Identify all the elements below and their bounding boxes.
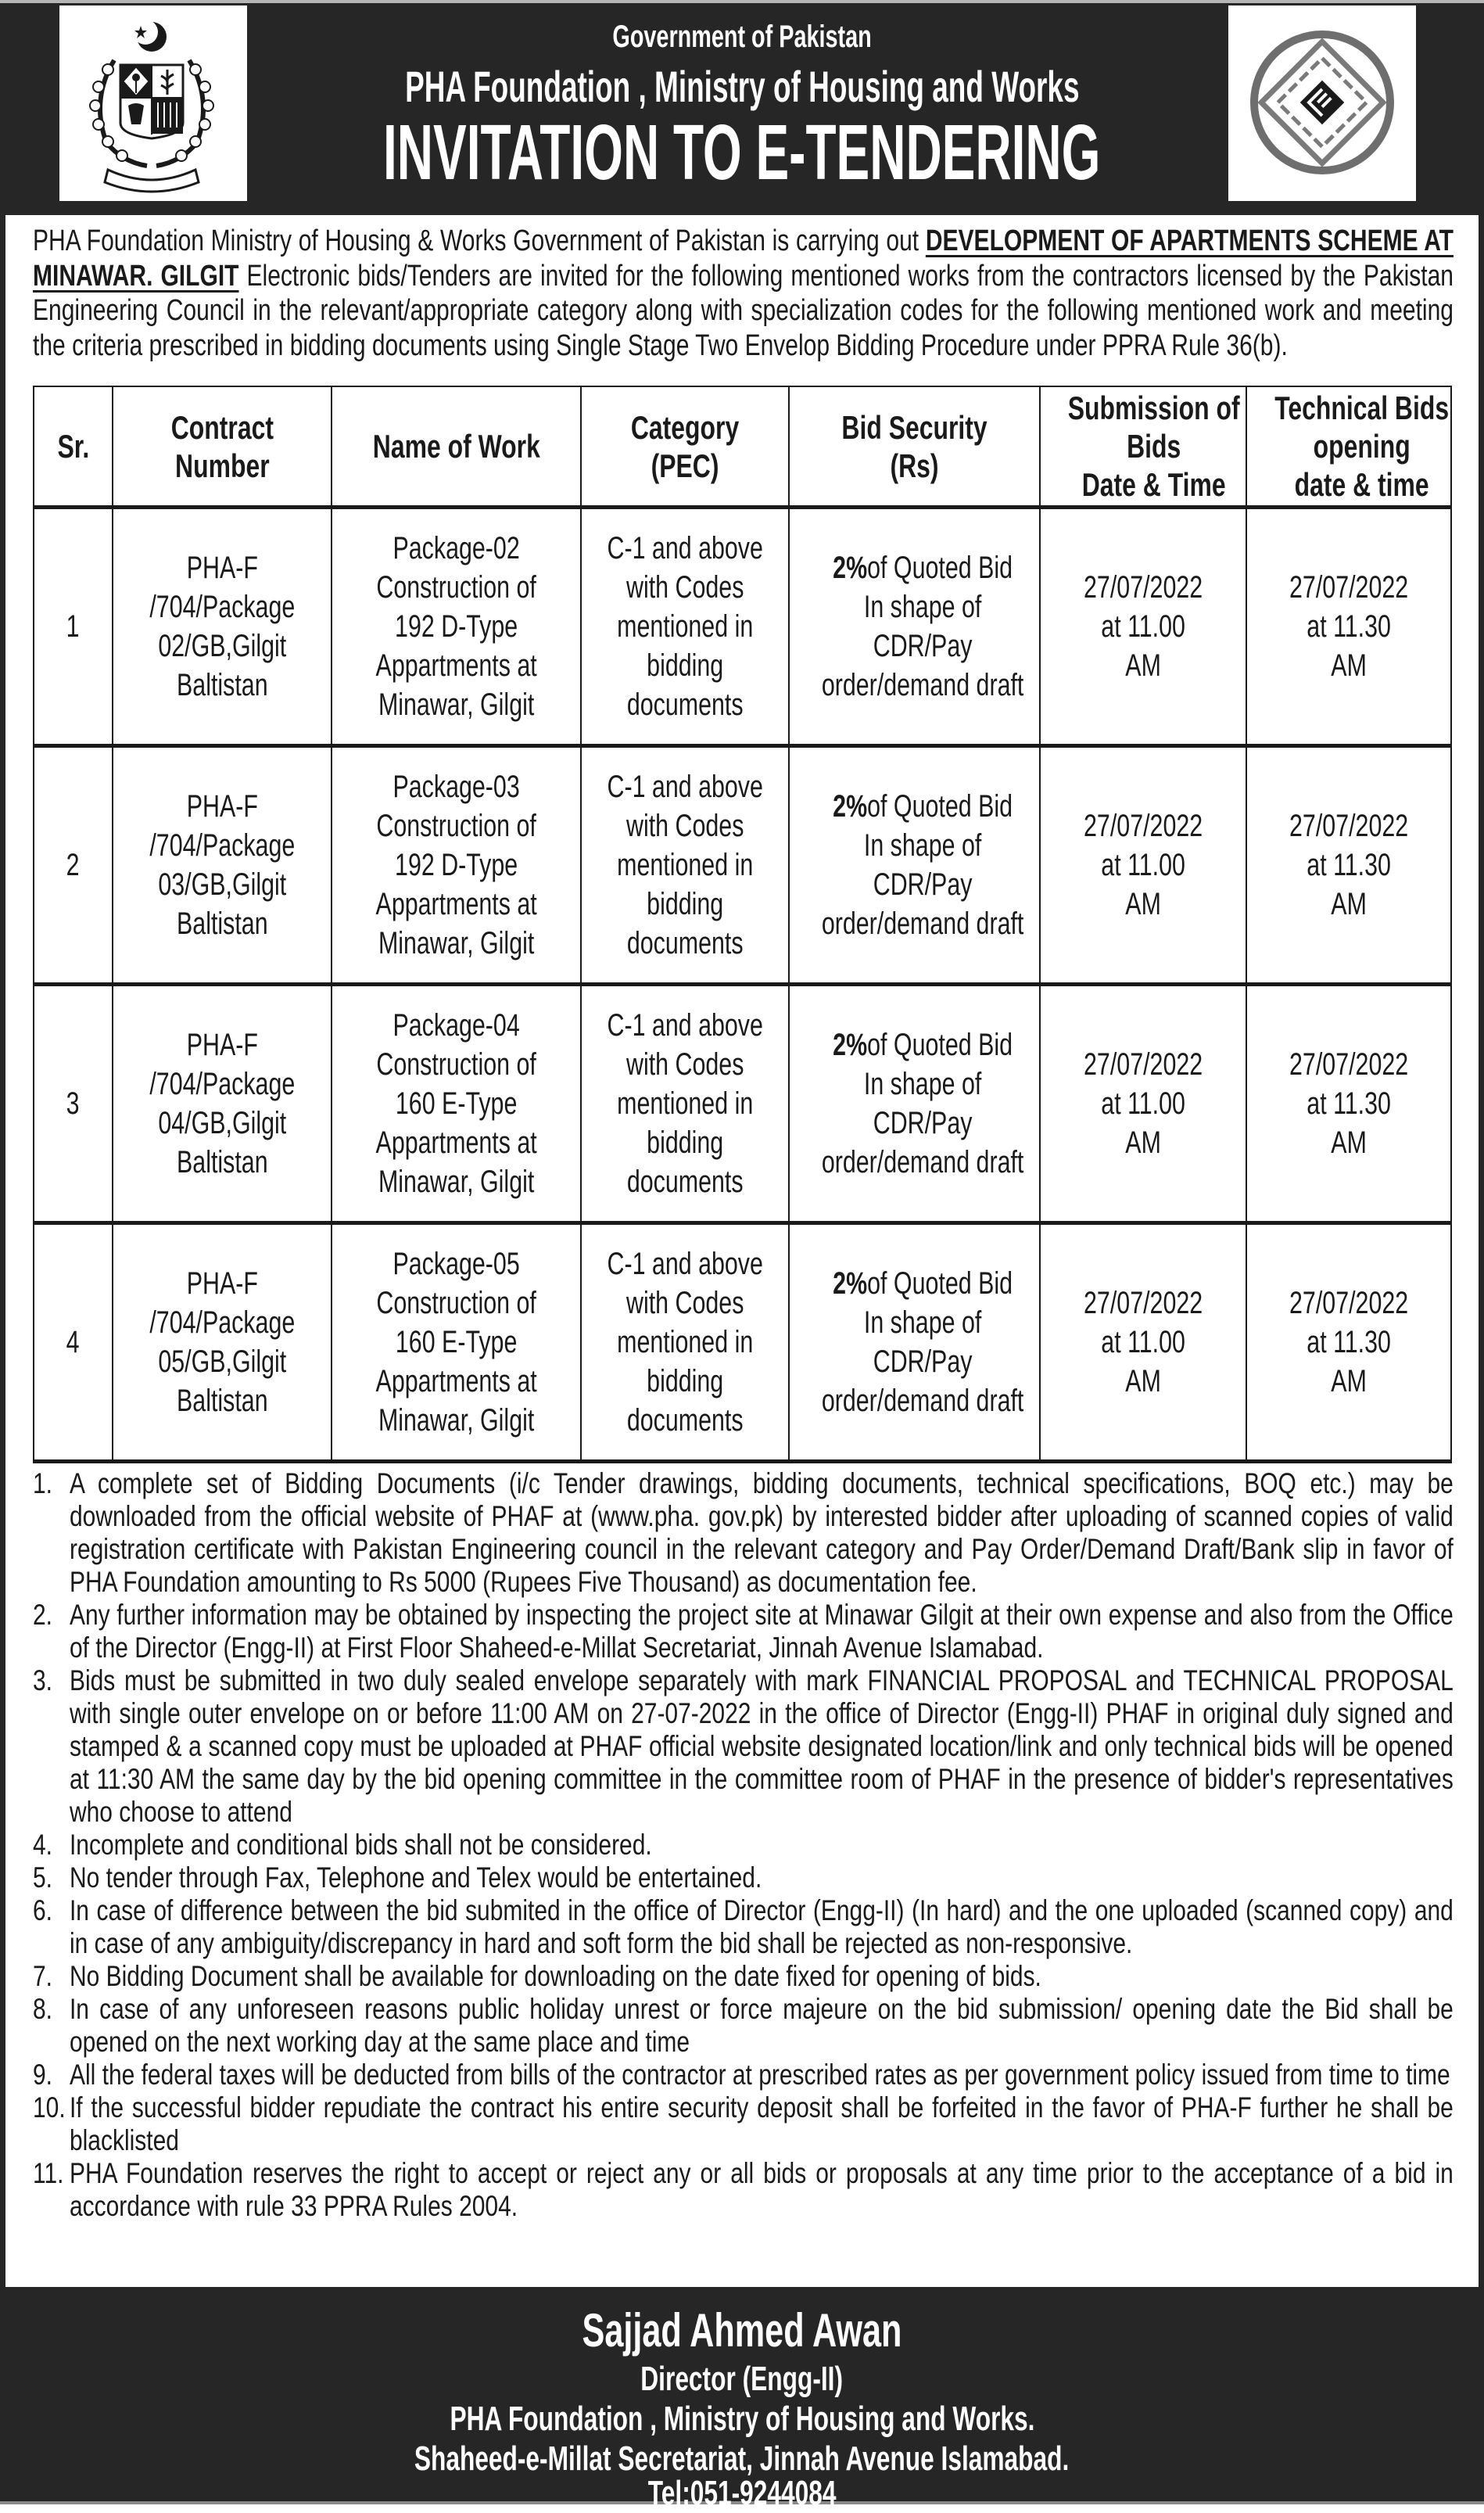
cell-line [822,548,1024,587]
signatory-phone-text: Tel:051-9244084 [647,2474,837,2512]
cell-line: bidding [646,887,724,921]
cell-line: bidding [646,1364,724,1398]
cell-line: 27/07/2022 [1289,809,1409,843]
cell-text [149,1025,295,1182]
cell-submission [1040,746,1246,985]
note-text: Bids must be submitted in two duly sealed envelope separately with mark FINANCIAL PROPOSAL and TECHNICAL PROPOSAL with single outer envelope on or before 11:00 AM on 27-07-2022 in the office of Director (Engg-II) PHAF in original duly signed and stamped & a scanned copy must be uploaded at PHAF official website designated location/link and only technical bids will be opened at 11:30 AM the same day by the bid opening committee in the committee room of PHAF in the presence of bidder's representatives who choose to attend [69,1664,1454,1828]
cell-text [607,1244,762,1440]
cell-work [332,508,581,746]
header-line1-text: Government of Pakistan [612,20,872,54]
column-header-contract-number [113,386,332,508]
cell-line: C-1 and above [607,531,763,565]
cell-text [375,1006,536,1201]
intro-part2: Electronic bids/Tenders are invited for the following mentioned works from the contractors licensed by the Pakistan Engineering Council in the relevant/appropriate category along with specialization codes for the following mentioned work and meeting the criteria prescribed in bidding documents using Single Stage Two Envelop Bidding Procedure under PPRA Rule 36(b). [33,259,1454,362]
cell-text [1289,806,1408,924]
note-number: 6. [33,1894,52,1926]
cell-contract [113,985,332,1223]
cell-text [149,1264,295,1420]
note-text: PHA Foundation reserves the right to accept or reject any or all bids or proposals at any time prior to the acceptance of a bid in accordance with rule 33 PPRA Rules 2004. [69,2157,1454,2222]
header-ministry-line [0,61,1484,112]
table-body [34,508,1451,1462]
intro-text [33,224,1454,363]
cell-line: at 11.30 [1307,1086,1391,1121]
cell-sr [34,985,113,1223]
cell-line: at 11.30 [1307,848,1391,882]
cell-line: Package-05 [393,1247,520,1281]
cell-line: 02/GB,Gilgit [158,629,286,663]
cell-text [1289,1045,1408,1162]
note-item [33,1960,1454,1993]
cell-sr [34,1223,113,1462]
cell-line: 27/07/2022 [1289,570,1409,605]
cell-line: PHA-F [186,789,258,824]
cell-line: Construction of [376,570,536,605]
note-item [33,2059,1454,2091]
cell-line: C-1 and above [607,1008,763,1043]
cell-text [1084,806,1203,924]
cell-line: 192 D-Type [394,848,518,882]
cell-contract [113,1223,332,1462]
cell-security [789,508,1040,746]
note-number: 3. [33,1664,52,1696]
column-header-name-of-work [332,386,581,508]
cell-text [1084,1045,1203,1162]
cell-line: AM [1331,1364,1367,1398]
cell-line: at 11.30 [1307,609,1391,644]
cell-line: 27/07/2022 [1289,1286,1409,1320]
cell-line: Appartments at [375,648,537,683]
cell-opening [1246,746,1451,985]
column-header-line: Bids [1127,428,1181,465]
column-header-line: Name of Work [372,428,540,465]
notes-list [33,1467,1454,2223]
cell-line: AM [1125,887,1161,921]
cell-line: In shape of [863,590,982,624]
signatory-organization-text: PHA Foundation , Ministry of Housing and Works. [449,2400,1034,2438]
cell-security [789,746,1040,985]
cell-line [822,1264,1024,1303]
column-header-line: Sr. [57,428,89,465]
cell-sr [34,746,113,985]
bid-security-text: of Quoted Bid [867,789,1013,824]
cell-line: CDR/Pay [873,629,973,663]
cell-line: Minawar, Gilgit [378,1403,535,1438]
note-item [33,1664,1454,1829]
column-header-submission-date [1040,386,1246,508]
cell-opening [1246,508,1451,746]
cell-text [66,1323,80,1362]
column-header-line: opening [1313,428,1411,465]
note-text: A complete set of Bidding Documents (i/c Tender drawings, bidding documents, technical specifications, BOQ etc.) may be downloaded from the official website of PHAF at (www.pha. gov.pk) by interested bidder after uploading of scanned copies of valid registration certificate with Pakistan Engineering council in the relevant category and Pay Order/Demand Draft/Bank slip in favor of PHA Foundation amounting to Rs 5000 (Rupees Five Thousand) as documentation fee. [69,1467,1454,1598]
cell-line: In shape of [863,828,982,863]
cell-work [332,1223,581,1462]
cell-submission [1040,508,1246,746]
cell-submission [1040,985,1246,1223]
cell-text [1289,568,1408,685]
note-text: In case of any unforeseen reasons public holiday unrest or force majeure on the bid submission/ opening date the Bid shall be opened on the next working day at the same place and time [69,1993,1454,2058]
cell-line: order/demand draft [821,668,1024,702]
column-header-line: date & time [1294,466,1429,503]
header-line2-text: PHA Foundation , Ministry of Housing and Works [404,62,1080,111]
note-number: 1. [33,1467,52,1499]
note-item [33,2091,1454,2157]
column-header-opening-date [1246,386,1451,508]
cell-text [822,1025,1024,1182]
column-header-line: (Rs) [890,447,939,484]
row-number: 4 [66,1325,80,1359]
table-row [34,1223,1451,1462]
cell-text [149,787,295,943]
note-item [33,2157,1454,2223]
note-text: Any further information may be obtained by inspecting the project site at Minawar Gilgit at their own expense and also from the Office of the Director (Engg-II) at First Floor Shaheed-e-Millat Secretariat, Jinnah Avenue Islamabad. [69,1599,1454,1664]
column-header-line: Date & Time [1081,466,1226,503]
cell-line: 03/GB,Gilgit [158,867,286,902]
cell-line: documents [626,1403,744,1438]
cell-line: mentioned in [616,848,754,882]
cell-line: mentioned in [616,1086,754,1121]
cell-line: PHA-F [186,1266,258,1301]
note-number: 10. [33,2091,66,2123]
cell-line: documents [626,926,744,960]
cell-line: order/demand draft [821,1384,1024,1418]
tender-table [33,386,1452,1463]
cell-line: bidding [646,648,724,683]
column-header-line: Technical Bids [1274,390,1450,426]
cell-line: In shape of [863,1067,982,1101]
cell-text [375,1244,536,1440]
cell-work [332,985,581,1223]
note-number: 7. [33,1960,52,1992]
row-number: 1 [66,609,80,644]
signatory-designation-text: Director (Engg-II) [640,2360,844,2398]
cell-line: In shape of [863,1305,982,1340]
table-row [34,746,1451,985]
cell-line: 27/07/2022 [1083,809,1203,843]
column-header-category [581,386,789,508]
cell-line: PHA-F [186,551,258,585]
cell-line: AM [1125,1125,1161,1160]
cell-line: Appartments at [375,1125,537,1160]
cell-line: C-1 and above [607,1247,763,1281]
cell-text [1084,568,1203,685]
table-row [34,508,1451,746]
column-header-text [57,427,89,465]
signatory-address [0,2439,1484,2479]
cell-category [581,746,789,985]
cell-security [789,985,1040,1223]
cell-line: /704/Package [149,1067,295,1101]
cell-opening [1246,1223,1451,1462]
cell-line: AM [1331,648,1367,683]
note-number: 8. [33,1993,52,2025]
note-item [33,1861,1454,1894]
row-number: 2 [66,848,80,882]
row-number: 3 [66,1086,80,1121]
cell-text [822,548,1024,705]
cell-line: 27/07/2022 [1083,1286,1203,1320]
cell-work [332,746,581,985]
note-item [33,1599,1454,1664]
cell-line: Baltistan [176,906,268,941]
column-header-line: Submission of [1067,390,1240,426]
column-header-line: Contract [170,408,274,446]
note-number: 11. [33,2157,64,2189]
note-text: No Bidding Document shall be available for downloading on the date fixed for opening of bids. [69,1960,1041,1992]
cell-line: C-1 and above [607,770,763,804]
cell-line: with Codes [626,809,744,843]
cell-text [1084,1283,1203,1401]
cell-line: Baltistan [176,668,268,702]
column-header-bid-security [789,386,1040,508]
note-number: 4. [33,1829,52,1861]
note-number: 5. [33,1861,52,1894]
note-text: No tender through Fax, Telephone and Telex would be entertained. [69,1861,762,1894]
signatory-phone [0,2474,1484,2513]
cell-text [607,529,762,724]
cell-category [581,508,789,746]
cell-line: 160 E-Type [395,1325,518,1359]
bid-security-percent: 2% [833,1028,868,1062]
note-text: If the successful bidder repudiate the contract his entire security deposit shall be forfeited in the favor of PHA-F further he shall be blacklisted [69,2091,1454,2156]
cell-security [789,1223,1040,1462]
cell-line: Construction of [376,1286,536,1320]
cell-line: Minawar, Gilgit [378,687,535,722]
cell-line: Appartments at [375,1364,537,1398]
cell-opening [1246,985,1451,1223]
signatory-address-text: Shaheed-e-Millat Secretariat, Jinnah Avenue Islamabad. [414,2439,1070,2478]
column-header-text [372,427,539,465]
cell-line [822,787,1024,826]
cell-line: Baltistan [176,1145,268,1179]
bid-security-text: of Quoted Bid [867,1266,1013,1301]
intro-paragraph [33,224,1454,363]
note-item [33,1829,1454,1861]
cell-line: Package-04 [393,1008,520,1043]
signatory-organization [0,2400,1484,2439]
cell-line: Minawar, Gilgit [378,1165,535,1199]
cell-line: 27/07/2022 [1083,1047,1203,1082]
cell-line: mentioned in [616,1325,754,1359]
cell-text [66,607,80,646]
cell-contract [113,746,332,985]
note-text: All the federal taxes will be deducted from bills of the contractor at prescribed rates as per government policy issued from time to time [69,2059,1450,2091]
cell-line: 192 D-Type [394,609,518,644]
page-title-text: INVITATION TO E-TENDERING [383,109,1101,196]
signatory-designation [0,2360,1484,2399]
cell-line: Construction of [376,809,536,843]
column-header-text [841,408,987,485]
bid-security-text: of Quoted Bid [867,1028,1013,1062]
column-header-text [631,408,739,485]
note-number: 2. [33,1599,52,1631]
cell-line: CDR/Pay [873,1344,973,1379]
column-header-text [1068,389,1240,504]
column-header-text [170,408,273,485]
cell-category [581,985,789,1223]
table-header-row [34,386,1451,508]
column-header-text [1274,389,1449,504]
header-government-line [0,20,1484,55]
bid-security-percent: 2% [833,551,868,585]
note-number: 9. [33,2059,52,2091]
cell-line: 04/GB,Gilgit [158,1106,286,1140]
column-header-line: (PEC) [651,447,719,484]
cell-text [149,548,295,705]
cell-line: AM [1331,1125,1367,1160]
cell-line: PHA-F [186,1028,258,1062]
cell-line: order/demand draft [821,1145,1024,1179]
cell-line: Baltistan [176,1384,268,1418]
note-item [33,1467,1454,1599]
page-title [0,109,1484,196]
cell-line: 160 E-Type [395,1086,518,1121]
cell-category [581,1223,789,1462]
intro-project-name: DEVELOPMENT OF APARTMENTS SCHEME AT MINAWAR. GILGIT [33,224,1454,293]
cell-line: order/demand draft [821,906,1024,941]
cell-line: with Codes [626,570,744,605]
cell-line: mentioned in [616,609,754,644]
column-header-line: Number [174,447,270,484]
note-item [33,1894,1454,1960]
cell-line: 27/07/2022 [1083,570,1203,605]
cell-line: /704/Package [149,1305,295,1340]
signatory-name-text: Sajjad Ahmed Awan [582,2304,902,2357]
column-header-sr [34,386,113,508]
column-header-line: Category [630,408,740,446]
cell-text [66,845,80,885]
cell-line: Appartments at [375,887,537,921]
cell-text [822,1264,1024,1420]
cell-line: AM [1125,1364,1161,1398]
cell-line: Package-02 [393,531,520,565]
column-header-line: Bid Security [841,408,988,446]
cell-line: at 11.00 [1101,1086,1185,1121]
cell-submission [1040,1223,1246,1462]
note-text: In case of difference between the bid submited in the office of Director (Engg-II) (In hard) and the one uploaded (scanned copy) and in case of any ambiguity/discrepancy in hard and soft form the bid shall be rejected as non-responsive. [69,1894,1454,1959]
cell-line: with Codes [626,1286,744,1320]
cell-line: documents [626,1165,744,1199]
cell-line: documents [626,687,744,722]
cell-line: AM [1331,887,1367,921]
cell-line: 27/07/2022 [1289,1047,1409,1082]
bid-security-text: of Quoted Bid [867,551,1013,585]
cell-line: at 11.00 [1101,609,1185,644]
cell-line: at 11.00 [1101,1325,1185,1359]
bid-security-percent: 2% [833,789,868,824]
cell-line: /704/Package [149,590,295,624]
cell-line: 05/GB,Gilgit [158,1344,286,1379]
cell-line: Minawar, Gilgit [378,926,535,960]
cell-text [375,529,536,724]
cell-text [375,767,536,963]
cell-line: at 11.30 [1307,1325,1391,1359]
cell-line: CDR/Pay [873,1106,973,1140]
cell-line: Construction of [376,1047,536,1082]
cell-line: CDR/Pay [873,867,973,902]
table-row [34,985,1451,1223]
bid-security-percent: 2% [833,1266,868,1301]
note-text: Incomplete and conditional bids shall not be considered. [69,1829,652,1861]
cell-line: AM [1125,648,1161,683]
signatory-name [0,2303,1484,2357]
note-item [33,1993,1454,2059]
cell-text [822,787,1024,943]
cell-text [66,1084,80,1123]
cell-line [822,1025,1024,1064]
cell-line: at 11.00 [1101,848,1185,882]
cell-sr [34,508,113,746]
cell-text [1289,1283,1408,1401]
cell-line: Package-03 [393,770,520,804]
cell-line: with Codes [626,1047,744,1082]
cell-line: bidding [646,1125,724,1160]
cell-contract [113,508,332,746]
cell-text [607,767,762,963]
cell-text [607,1006,762,1201]
cell-line: /704/Package [149,828,295,863]
intro-part1: PHA Foundation Ministry of Housing & Works Government of Pakistan is carrying out [33,224,926,257]
